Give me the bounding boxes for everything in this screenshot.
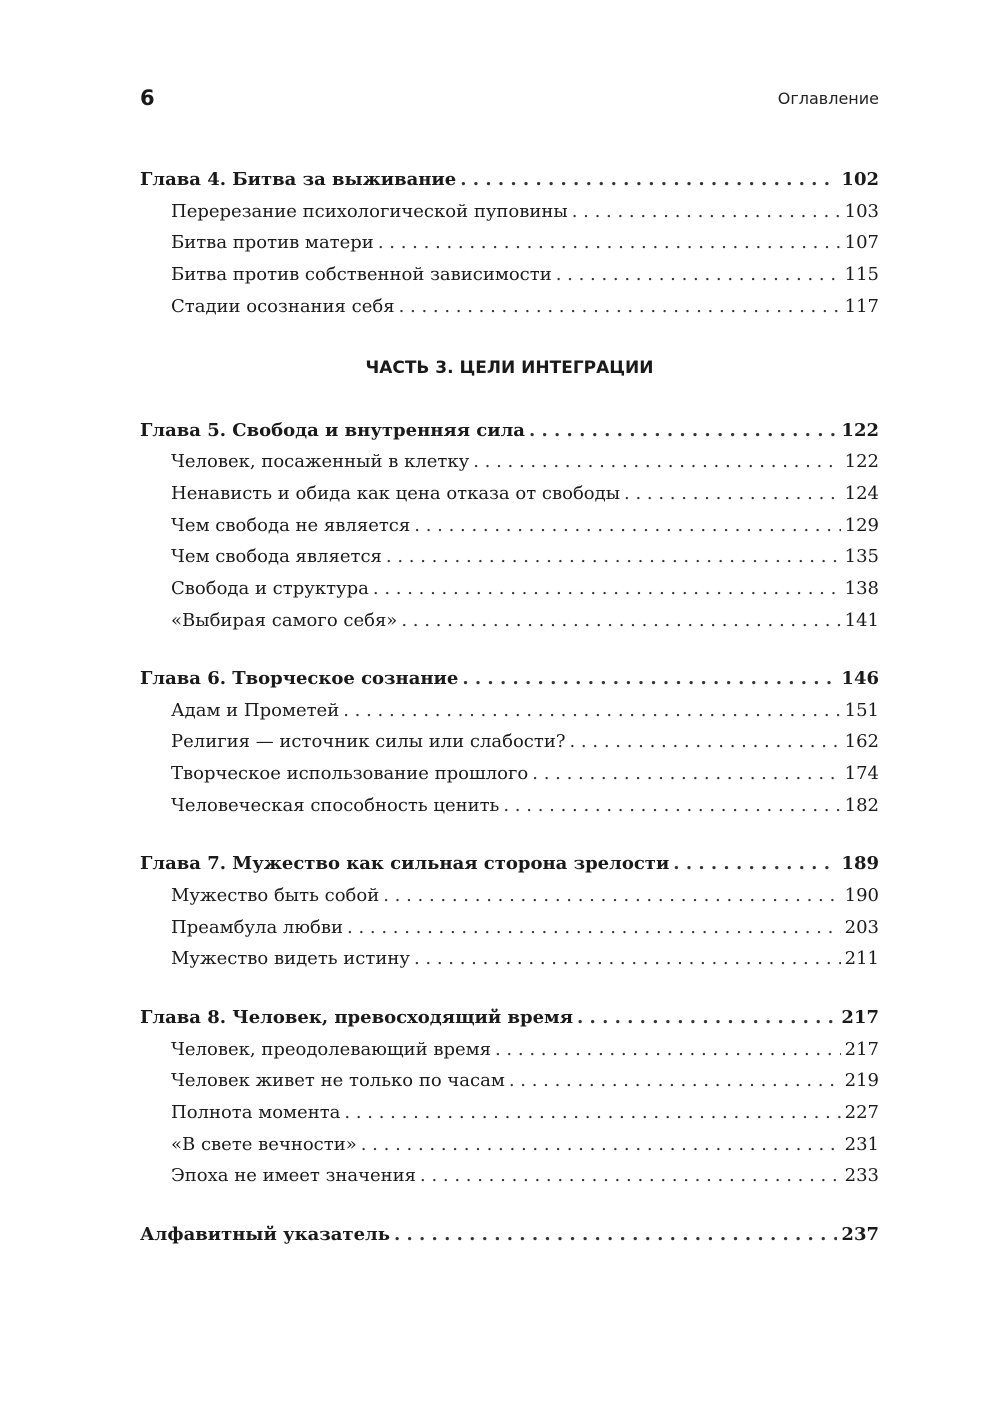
entry-page: 182 <box>844 795 879 816</box>
entry-title: «Выбирая самого себя» <box>171 610 398 631</box>
entry-title: Человек, посаженный в клетку <box>171 451 470 472</box>
leader-dots <box>460 166 837 194</box>
index-title: Алфавитный указатель <box>140 1224 390 1245</box>
toc-entry[interactable] <box>171 1036 879 1064</box>
chapter-title: Глава 4. Битва за выживание <box>140 169 457 190</box>
entry-title: Мужество быть собой <box>171 885 380 906</box>
chapter-title: Глава 5. Свобода и внутренняя сила <box>140 420 525 441</box>
leader-dots <box>624 480 841 508</box>
entry-title: Мужество видеть истину <box>171 948 410 969</box>
entry-page: 211 <box>844 948 879 969</box>
entry-title: Ненависть и обида как цена отказа от свободы <box>171 483 621 504</box>
leader-dots <box>509 1067 841 1095</box>
leader-dots <box>532 760 840 788</box>
entry-page: 174 <box>844 763 879 784</box>
toc-entry[interactable] <box>171 293 879 321</box>
leader-dots <box>473 448 840 476</box>
leader-dots <box>556 261 841 289</box>
entry-page: 117 <box>844 296 879 317</box>
toc-entry[interactable] <box>171 512 879 540</box>
toc-chapter-5[interactable] <box>140 417 879 445</box>
entry-page: 190 <box>844 885 879 906</box>
toc-entry[interactable] <box>171 198 879 226</box>
leader-dots <box>673 850 837 878</box>
running-title: Оглавление <box>777 89 879 108</box>
leader-dots <box>343 697 840 725</box>
toc-entry[interactable] <box>171 229 879 257</box>
entry-title: Человек живет не только по часам <box>171 1070 505 1091</box>
entry-page: 124 <box>844 483 879 504</box>
leader-dots <box>361 1131 841 1159</box>
entry-page: 103 <box>844 201 879 222</box>
entry-page: 115 <box>844 264 879 285</box>
entry-title: Чем свобода является <box>171 546 382 567</box>
toc-entry[interactable] <box>171 1099 879 1127</box>
leader-dots <box>378 229 841 257</box>
toc-entry[interactable] <box>171 575 879 603</box>
entry-page: 233 <box>844 1165 879 1186</box>
chapter-page: 102 <box>841 169 879 190</box>
leader-dots <box>572 198 841 226</box>
chapter-page: 189 <box>841 853 879 874</box>
toc-index[interactable] <box>140 1221 879 1249</box>
leader-dots <box>383 882 840 910</box>
entry-page: 151 <box>844 700 879 721</box>
toc-entry[interactable] <box>171 480 879 508</box>
entry-title: Человеческая способность ценить <box>171 795 500 816</box>
leader-dots <box>503 792 840 820</box>
toc-entry[interactable] <box>171 882 879 910</box>
entry-title: Чем свобода не является <box>171 515 411 536</box>
leader-dots <box>394 1221 837 1249</box>
entry-page: 135 <box>844 546 879 567</box>
entry-page: 217 <box>844 1039 879 1060</box>
entry-title: Адам и Прометей <box>171 700 340 721</box>
leader-dots <box>344 1099 840 1127</box>
entry-page: 219 <box>844 1070 879 1091</box>
entry-title: Свобода и структура <box>171 578 369 599</box>
leader-dots <box>420 1162 841 1190</box>
chapter-title: Глава 7. Мужество как сильная сторона зрелости <box>140 853 670 874</box>
entry-title: Битва против матери <box>171 232 374 253</box>
entry-page: 141 <box>844 610 879 631</box>
entry-title: Стадии осознания себя <box>171 296 395 317</box>
entry-title: Преамбула любви <box>171 917 343 938</box>
page-number: 6 <box>140 86 155 110</box>
entry-page: 231 <box>844 1134 879 1155</box>
leader-dots <box>569 728 840 756</box>
entry-page: 129 <box>844 515 879 536</box>
entry-title: Религия — источник силы или слабости? <box>171 731 566 752</box>
chapter-title: Глава 6. Творческое сознание <box>140 668 459 689</box>
entry-title: Перерезание психологической пуповины <box>171 201 568 222</box>
running-header <box>140 86 879 116</box>
toc-entry[interactable] <box>171 914 879 942</box>
toc-chapter-4[interactable] <box>140 166 879 194</box>
toc-entry[interactable] <box>171 543 879 571</box>
toc-entry[interactable] <box>171 945 879 973</box>
entry-page: 203 <box>844 917 879 938</box>
part-heading: ЧАСТЬ 3. ЦЕЛИ ИНТЕГРАЦИИ <box>365 358 654 378</box>
entry-title: Битва против собственной зависимости <box>171 264 552 285</box>
index-page: 237 <box>841 1224 879 1245</box>
entry-page: 227 <box>844 1102 879 1123</box>
entry-page: 107 <box>844 232 879 253</box>
toc-entry[interactable] <box>171 1162 879 1190</box>
chapter-title: Глава 8. Человек, превосходящий время <box>140 1007 573 1028</box>
leader-dots <box>529 417 837 445</box>
toc-entry[interactable] <box>171 760 879 788</box>
entry-title: Человек, преодолевающий время <box>171 1039 491 1060</box>
leader-dots <box>577 1004 837 1032</box>
toc-entry[interactable] <box>171 1067 879 1095</box>
toc-entry[interactable] <box>171 261 879 289</box>
leader-dots <box>401 607 840 635</box>
leader-dots <box>462 665 837 693</box>
toc-chapter-7[interactable] <box>140 850 879 878</box>
toc-chapter-8[interactable] <box>140 1004 879 1032</box>
entry-title: Творческое использование прошлого <box>171 763 529 784</box>
leader-dots <box>386 543 841 571</box>
entry-title: Эпоха не имеет значения <box>171 1165 417 1186</box>
leader-dots <box>414 512 840 540</box>
toc-chapter-6[interactable] <box>140 665 879 693</box>
leader-dots <box>495 1036 841 1064</box>
leader-dots <box>373 575 841 603</box>
entry-title: «В свете вечности» <box>171 1134 357 1155</box>
entry-page: 162 <box>844 731 879 752</box>
leader-dots <box>414 945 841 973</box>
leader-dots <box>347 914 841 942</box>
toc-entry[interactable] <box>171 448 879 476</box>
chapter-page: 217 <box>841 1007 879 1028</box>
chapter-page: 122 <box>841 420 879 441</box>
leader-dots <box>399 293 841 321</box>
toc-entry[interactable] <box>171 607 879 635</box>
entry-page: 122 <box>844 451 879 472</box>
entry-page: 138 <box>844 578 879 599</box>
toc-entry[interactable] <box>171 792 879 820</box>
chapter-page: 146 <box>841 668 879 689</box>
toc-entry[interactable] <box>171 1131 879 1159</box>
entry-title: Полнота момента <box>171 1102 341 1123</box>
toc-entry[interactable] <box>171 728 879 756</box>
toc-entry[interactable] <box>171 697 879 725</box>
